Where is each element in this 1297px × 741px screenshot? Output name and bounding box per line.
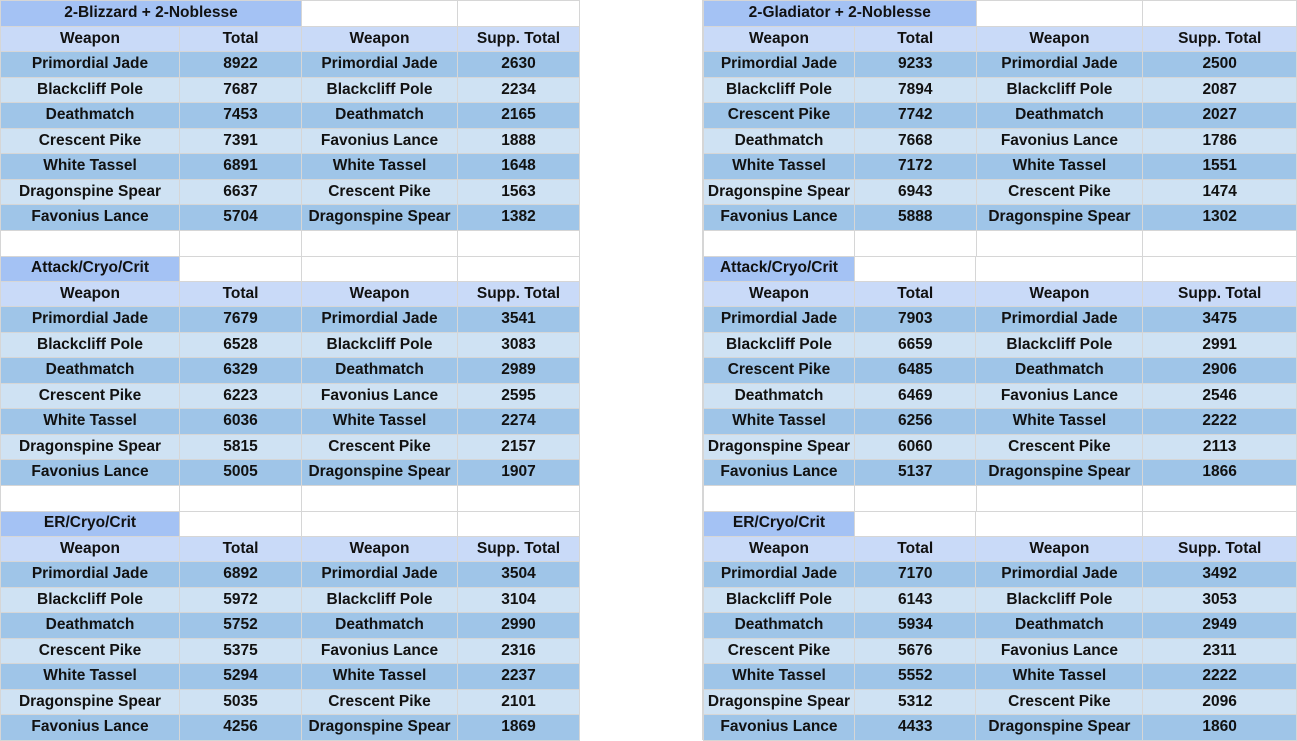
weapon-cell[interactable]: Blackcliff Pole xyxy=(704,77,855,103)
empty-cell[interactable] xyxy=(302,511,458,537)
table-row xyxy=(1,383,580,409)
total-cell[interactable]: 5972 xyxy=(180,587,302,613)
empty-cell[interactable] xyxy=(1,486,180,512)
total-cell[interactable]: 6036 xyxy=(180,409,302,435)
empty-cell[interactable] xyxy=(458,1,580,27)
table-row xyxy=(704,52,1297,78)
weapon-cell[interactable]: Crescent Pike xyxy=(1,128,180,154)
total-cell[interactable]: 1907 xyxy=(458,460,580,486)
table-row xyxy=(704,434,1297,460)
table-row xyxy=(1,358,580,384)
total-cell[interactable]: 7170 xyxy=(854,562,976,588)
results-table xyxy=(0,0,580,231)
weapon-cell[interactable]: Blackcliff Pole xyxy=(976,77,1143,103)
weapon-cell[interactable]: White Tassel xyxy=(976,154,1143,180)
table-row xyxy=(704,332,1297,358)
total-cell[interactable]: 2316 xyxy=(458,638,580,664)
total-cell[interactable]: 5312 xyxy=(854,689,976,715)
column-header[interactable]: Total xyxy=(180,536,302,562)
table-row xyxy=(704,103,1297,129)
table-row xyxy=(1,689,580,715)
total-cell[interactable]: 7668 xyxy=(854,128,976,154)
column-header[interactable]: Weapon xyxy=(1,281,180,307)
weapon-cell[interactable]: White Tassel xyxy=(704,154,855,180)
total-cell[interactable]: 6469 xyxy=(854,383,976,409)
weapon-cell[interactable]: Dragonspine Spear xyxy=(302,205,458,231)
table-row xyxy=(1,613,580,639)
empty-cell[interactable] xyxy=(976,256,1143,282)
total-cell[interactable]: 5552 xyxy=(854,664,976,690)
table-row xyxy=(1,332,580,358)
total-cell[interactable]: 5035 xyxy=(180,689,302,715)
title-row xyxy=(1,256,580,282)
table-row xyxy=(704,460,1297,486)
table-row xyxy=(1,434,580,460)
weapon-cell[interactable]: Favonius Lance xyxy=(704,205,855,231)
total-cell[interactable]: 2906 xyxy=(1143,358,1297,384)
spacer-row xyxy=(703,485,1297,512)
results-table xyxy=(0,510,580,741)
weapon-cell[interactable]: Blackcliff Pole xyxy=(1,77,180,103)
total-cell[interactable]: 3492 xyxy=(1143,562,1297,588)
weapon-cell[interactable]: Dragonspine Spear xyxy=(704,689,855,715)
weapon-cell[interactable]: Primordial Jade xyxy=(302,52,458,78)
weapon-cell[interactable]: Dragonspine Spear xyxy=(302,460,458,486)
total-cell[interactable]: 8922 xyxy=(180,52,302,78)
total-cell[interactable]: 6329 xyxy=(180,358,302,384)
total-cell[interactable]: 5888 xyxy=(854,205,976,231)
total-cell[interactable]: 7679 xyxy=(180,307,302,333)
empty-cell[interactable] xyxy=(976,231,1143,257)
weapon-cell[interactable]: White Tassel xyxy=(302,409,458,435)
total-cell[interactable]: 5934 xyxy=(854,613,976,639)
empty-cell[interactable] xyxy=(704,486,855,512)
weapon-cell[interactable]: Primordial Jade xyxy=(976,562,1143,588)
column-header[interactable]: Weapon xyxy=(1,536,180,562)
total-cell[interactable]: 6637 xyxy=(180,179,302,205)
weapon-cell[interactable]: Crescent Pike xyxy=(704,638,855,664)
table-title[interactable]: Attack/Cryo/Crit xyxy=(704,256,855,282)
total-cell[interactable]: 3504 xyxy=(458,562,580,588)
weapon-cell[interactable]: Primordial Jade xyxy=(1,52,180,78)
weapon-cell[interactable]: Primordial Jade xyxy=(1,307,180,333)
table-row xyxy=(1,52,580,78)
total-cell[interactable]: 2311 xyxy=(1143,638,1297,664)
total-cell[interactable]: 1551 xyxy=(1143,154,1297,180)
weapon-cell[interactable]: Favonius Lance xyxy=(302,383,458,409)
weapon-cell[interactable]: Blackcliff Pole xyxy=(302,587,458,613)
total-cell[interactable]: 2165 xyxy=(458,103,580,129)
weapon-cell[interactable]: Favonius Lance xyxy=(704,715,855,741)
weapon-cell[interactable]: White Tassel xyxy=(976,409,1143,435)
weapon-cell[interactable]: Deathmatch xyxy=(976,358,1143,384)
total-cell[interactable]: 6223 xyxy=(180,383,302,409)
title-row xyxy=(704,1,1297,27)
weapon-cell[interactable]: Deathmatch xyxy=(976,103,1143,129)
total-cell[interactable]: 2990 xyxy=(458,613,580,639)
weapon-cell[interactable]: Favonius Lance xyxy=(976,128,1143,154)
total-cell[interactable]: 7453 xyxy=(180,103,302,129)
total-cell[interactable]: 6943 xyxy=(854,179,976,205)
total-cell[interactable]: 2500 xyxy=(1143,52,1297,78)
weapon-cell[interactable]: Primordial Jade xyxy=(1,562,180,588)
empty-cell[interactable] xyxy=(1143,486,1297,512)
total-cell[interactable]: 9233 xyxy=(854,52,976,78)
weapon-cell[interactable]: Blackcliff Pole xyxy=(976,332,1143,358)
total-cell[interactable]: 2234 xyxy=(458,77,580,103)
total-cell[interactable]: 5005 xyxy=(180,460,302,486)
column-header[interactable]: Total xyxy=(854,26,976,52)
column-header[interactable]: Supp. Total xyxy=(1143,536,1297,562)
results-table xyxy=(703,510,1297,741)
table-row xyxy=(1,179,580,205)
results-table xyxy=(0,255,580,486)
column-header[interactable]: Supp. Total xyxy=(458,536,580,562)
weapon-cell[interactable]: Deathmatch xyxy=(976,613,1143,639)
weapon-cell[interactable]: Blackcliff Pole xyxy=(302,77,458,103)
table-row xyxy=(1,128,580,154)
column-header[interactable]: Weapon xyxy=(302,536,458,562)
weapon-cell[interactable]: White Tassel xyxy=(1,664,180,690)
total-cell[interactable]: 5137 xyxy=(854,460,976,486)
total-cell[interactable]: 2096 xyxy=(1143,689,1297,715)
table-title[interactable]: 2-Gladiator + 2-Noblesse xyxy=(704,1,977,27)
empty-cell[interactable] xyxy=(458,511,580,537)
total-cell[interactable]: 2113 xyxy=(1143,434,1297,460)
weapon-cell[interactable]: Blackcliff Pole xyxy=(1,332,180,358)
table-row xyxy=(1,77,580,103)
empty-cell[interactable] xyxy=(704,231,855,257)
weapon-cell[interactable]: Primordial Jade xyxy=(704,307,855,333)
weapon-cell[interactable]: White Tassel xyxy=(1,154,180,180)
column-header[interactable]: Total xyxy=(854,536,976,562)
table-row xyxy=(1,409,580,435)
weapon-cell[interactable]: Favonius Lance xyxy=(976,383,1143,409)
table-row xyxy=(1,587,580,613)
weapon-cell[interactable]: Primordial Jade xyxy=(302,562,458,588)
total-cell[interactable]: 6060 xyxy=(854,434,976,460)
weapon-cell[interactable]: Dragonspine Spear xyxy=(976,715,1143,741)
column-header[interactable]: Weapon xyxy=(704,26,855,52)
table-row xyxy=(1,664,580,690)
table-row xyxy=(704,383,1297,409)
total-cell[interactable]: 1474 xyxy=(1143,179,1297,205)
total-cell[interactable]: 6256 xyxy=(854,409,976,435)
weapon-cell[interactable]: Crescent Pike xyxy=(302,179,458,205)
column-header[interactable]: Supp. Total xyxy=(1143,26,1297,52)
results-table xyxy=(703,0,1297,231)
total-cell[interactable]: 2222 xyxy=(1143,409,1297,435)
header-row xyxy=(704,281,1297,307)
header-row xyxy=(1,536,580,562)
title-row xyxy=(704,511,1297,537)
total-cell[interactable]: 1563 xyxy=(458,179,580,205)
table-row xyxy=(704,638,1297,664)
total-cell[interactable]: 7172 xyxy=(854,154,976,180)
column-header[interactable]: Total xyxy=(180,26,302,52)
weapon-cell[interactable]: Blackcliff Pole xyxy=(704,587,855,613)
total-cell[interactable]: 6485 xyxy=(854,358,976,384)
table-row xyxy=(704,307,1297,333)
column-header[interactable]: Weapon xyxy=(976,536,1143,562)
table-row xyxy=(704,77,1297,103)
weapon-cell[interactable]: White Tassel xyxy=(302,664,458,690)
table-row xyxy=(1,638,580,664)
column-header[interactable]: Weapon xyxy=(976,26,1143,52)
table-title[interactable]: ER/Cryo/Crit xyxy=(1,511,180,537)
weapon-cell[interactable]: Dragonspine Spear xyxy=(302,715,458,741)
weapon-cell[interactable]: Deathmatch xyxy=(704,613,855,639)
weapon-cell[interactable]: Dragonspine Spear xyxy=(976,205,1143,231)
empty-cell[interactable] xyxy=(302,1,458,27)
total-cell[interactable]: 1382 xyxy=(458,205,580,231)
weapon-cell[interactable]: Primordial Jade xyxy=(704,562,855,588)
table-title[interactable]: Attack/Cryo/Crit xyxy=(1,256,180,282)
weapon-cell[interactable]: Crescent Pike xyxy=(976,179,1143,205)
weapon-cell[interactable]: Deathmatch xyxy=(1,358,180,384)
weapon-cell[interactable]: Crescent Pike xyxy=(302,434,458,460)
column-header[interactable]: Total xyxy=(854,281,976,307)
weapon-cell[interactable]: Dragonspine Spear xyxy=(1,179,180,205)
weapon-cell[interactable]: Dragonspine Spear xyxy=(976,460,1143,486)
total-cell[interactable]: 7903 xyxy=(854,307,976,333)
weapon-cell[interactable]: Crescent Pike xyxy=(976,434,1143,460)
table-row xyxy=(704,154,1297,180)
weapon-cell[interactable]: Blackcliff Pole xyxy=(704,332,855,358)
empty-cell[interactable] xyxy=(976,1,1143,27)
total-cell[interactable]: 7687 xyxy=(180,77,302,103)
header-row xyxy=(1,281,580,307)
table-row xyxy=(1,562,580,588)
total-cell[interactable]: 3083 xyxy=(458,332,580,358)
weapon-cell[interactable]: Deathmatch xyxy=(302,358,458,384)
weapon-cell[interactable]: Favonius Lance xyxy=(704,460,855,486)
weapon-cell[interactable]: White Tassel xyxy=(704,664,855,690)
empty-cell[interactable] xyxy=(854,256,976,282)
total-cell[interactable]: 7391 xyxy=(180,128,302,154)
weapon-cell[interactable]: Deathmatch xyxy=(704,383,855,409)
total-cell[interactable]: 7742 xyxy=(854,103,976,129)
empty-cell[interactable] xyxy=(1143,1,1297,27)
weapon-cell[interactable]: Dragonspine Spear xyxy=(1,689,180,715)
title-row xyxy=(1,511,580,537)
total-cell[interactable]: 2595 xyxy=(458,383,580,409)
total-cell[interactable]: 2989 xyxy=(458,358,580,384)
table-row xyxy=(1,460,580,486)
column-header[interactable]: Supp. Total xyxy=(458,26,580,52)
column-gap xyxy=(579,0,703,740)
total-cell[interactable]: 2546 xyxy=(1143,383,1297,409)
empty-cell[interactable] xyxy=(458,256,580,282)
weapon-cell[interactable]: Favonius Lance xyxy=(1,460,180,486)
weapon-cell[interactable]: Deathmatch xyxy=(1,613,180,639)
total-cell[interactable]: 2157 xyxy=(458,434,580,460)
table-row xyxy=(1,715,580,741)
results-table xyxy=(703,255,1297,486)
column-header[interactable]: Supp. Total xyxy=(458,281,580,307)
total-cell[interactable]: 3541 xyxy=(458,307,580,333)
total-cell[interactable]: 3475 xyxy=(1143,307,1297,333)
empty-cell[interactable] xyxy=(976,511,1143,537)
empty-cell[interactable] xyxy=(1,231,180,257)
weapon-cell[interactable]: White Tassel xyxy=(976,664,1143,690)
weapon-cell[interactable]: Deathmatch xyxy=(302,103,458,129)
weapon-cell[interactable]: White Tassel xyxy=(704,409,855,435)
weapon-cell[interactable]: Blackcliff Pole xyxy=(302,332,458,358)
table-title[interactable]: ER/Cryo/Crit xyxy=(704,511,855,537)
empty-cell[interactable] xyxy=(302,486,458,512)
weapon-cell[interactable]: Crescent Pike xyxy=(1,638,180,664)
total-cell[interactable]: 2237 xyxy=(458,664,580,690)
table-row xyxy=(704,128,1297,154)
total-cell[interactable]: 6528 xyxy=(180,332,302,358)
total-cell[interactable]: 5752 xyxy=(180,613,302,639)
empty-cell[interactable] xyxy=(1143,256,1297,282)
empty-cell[interactable] xyxy=(180,231,302,257)
header-row xyxy=(704,26,1297,52)
empty-cell[interactable] xyxy=(458,486,580,512)
weapon-cell[interactable]: Primordial Jade xyxy=(704,52,855,78)
total-cell[interactable]: 2949 xyxy=(1143,613,1297,639)
header-row xyxy=(704,536,1297,562)
weapon-cell[interactable]: Favonius Lance xyxy=(1,715,180,741)
empty-cell[interactable] xyxy=(976,486,1143,512)
table-row xyxy=(704,409,1297,435)
spacer-row xyxy=(0,230,580,257)
weapon-cell[interactable]: Blackcliff Pole xyxy=(976,587,1143,613)
total-cell[interactable]: 2274 xyxy=(458,409,580,435)
table-row xyxy=(704,689,1297,715)
table-row xyxy=(704,562,1297,588)
weapon-cell[interactable]: Favonius Lance xyxy=(302,128,458,154)
empty-cell[interactable] xyxy=(458,231,580,257)
total-cell[interactable]: 1866 xyxy=(1143,460,1297,486)
weapon-cell[interactable]: Favonius Lance xyxy=(1,205,180,231)
table-row xyxy=(704,179,1297,205)
total-cell[interactable]: 2630 xyxy=(458,52,580,78)
weapon-cell[interactable]: Blackcliff Pole xyxy=(1,587,180,613)
total-cell[interactable]: 5815 xyxy=(180,434,302,460)
total-cell[interactable]: 2222 xyxy=(1143,664,1297,690)
total-cell[interactable]: 2991 xyxy=(1143,332,1297,358)
table-row xyxy=(704,613,1297,639)
empty-cell[interactable] xyxy=(180,486,302,512)
empty-cell[interactable] xyxy=(854,231,976,257)
total-cell[interactable]: 6143 xyxy=(854,587,976,613)
table-row xyxy=(704,664,1297,690)
empty-cell[interactable] xyxy=(1143,511,1297,537)
total-cell[interactable]: 6891 xyxy=(180,154,302,180)
table-row xyxy=(704,587,1297,613)
table-title[interactable]: 2-Blizzard + 2-Noblesse xyxy=(1,1,302,27)
column-header[interactable]: Weapon xyxy=(704,281,855,307)
weapon-cell[interactable]: Crescent Pike xyxy=(704,358,855,384)
empty-cell[interactable] xyxy=(180,256,302,282)
column-header[interactable]: Weapon xyxy=(302,281,458,307)
weapon-cell[interactable]: Crescent Pike xyxy=(976,689,1143,715)
total-cell[interactable]: 5375 xyxy=(180,638,302,664)
weapon-cell[interactable]: Crescent Pike xyxy=(1,383,180,409)
total-cell[interactable]: 2087 xyxy=(1143,77,1297,103)
table-row xyxy=(1,307,580,333)
total-cell[interactable]: 1786 xyxy=(1143,128,1297,154)
total-cell[interactable]: 7894 xyxy=(854,77,976,103)
spacer-row xyxy=(0,485,580,512)
weapon-cell[interactable]: Dragonspine Spear xyxy=(1,434,180,460)
weapon-cell[interactable]: Favonius Lance xyxy=(976,638,1143,664)
total-cell[interactable]: 5294 xyxy=(180,664,302,690)
weapon-cell[interactable]: Primordial Jade xyxy=(976,52,1143,78)
total-cell[interactable]: 4256 xyxy=(180,715,302,741)
weapon-cell[interactable]: White Tassel xyxy=(1,409,180,435)
weapon-cell[interactable]: Deathmatch xyxy=(1,103,180,129)
table-row xyxy=(1,154,580,180)
total-cell[interactable]: 5676 xyxy=(854,638,976,664)
title-row xyxy=(704,256,1297,282)
total-cell[interactable]: 1860 xyxy=(1143,715,1297,741)
spacer-row xyxy=(703,230,1297,257)
weapon-cell[interactable]: Crescent Pike xyxy=(704,103,855,129)
column-header[interactable]: Total xyxy=(180,281,302,307)
total-cell[interactable]: 6892 xyxy=(180,562,302,588)
column-header[interactable]: Weapon xyxy=(976,281,1143,307)
total-cell[interactable]: 1888 xyxy=(458,128,580,154)
weapon-cell[interactable]: Dragonspine Spear xyxy=(704,179,855,205)
empty-cell[interactable] xyxy=(1143,231,1297,257)
total-cell[interactable]: 2027 xyxy=(1143,103,1297,129)
header-row xyxy=(1,26,580,52)
total-cell[interactable]: 3053 xyxy=(1143,587,1297,613)
weapon-cell[interactable]: Favonius Lance xyxy=(302,638,458,664)
table-row xyxy=(704,205,1297,231)
table-row xyxy=(1,103,580,129)
weapon-cell[interactable]: Primordial Jade xyxy=(976,307,1143,333)
weapon-cell[interactable]: Primordial Jade xyxy=(302,307,458,333)
empty-cell[interactable] xyxy=(302,231,458,257)
column-header[interactable]: Weapon xyxy=(302,26,458,52)
weapon-cell[interactable]: Crescent Pike xyxy=(302,689,458,715)
total-cell[interactable]: 6659 xyxy=(854,332,976,358)
table-row xyxy=(1,205,580,231)
empty-cell[interactable] xyxy=(180,511,302,537)
total-cell[interactable]: 1302 xyxy=(1143,205,1297,231)
table-row xyxy=(704,715,1297,741)
weapon-cell[interactable]: Dragonspine Spear xyxy=(704,434,855,460)
total-cell[interactable]: 2101 xyxy=(458,689,580,715)
total-cell[interactable]: 1869 xyxy=(458,715,580,741)
empty-cell[interactable] xyxy=(854,486,976,512)
total-cell[interactable]: 5704 xyxy=(180,205,302,231)
total-cell[interactable]: 3104 xyxy=(458,587,580,613)
empty-cell[interactable] xyxy=(854,511,976,537)
title-row xyxy=(1,1,580,27)
column-header[interactable]: Supp. Total xyxy=(1143,281,1297,307)
empty-cell[interactable] xyxy=(302,256,458,282)
weapon-cell[interactable]: Deathmatch xyxy=(302,613,458,639)
total-cell[interactable]: 1648 xyxy=(458,154,580,180)
weapon-cell[interactable]: White Tassel xyxy=(302,154,458,180)
table-row xyxy=(704,358,1297,384)
weapon-cell[interactable]: Deathmatch xyxy=(704,128,855,154)
total-cell[interactable]: 4433 xyxy=(854,715,976,741)
column-header[interactable]: Weapon xyxy=(704,536,855,562)
column-header[interactable]: Weapon xyxy=(1,26,180,52)
